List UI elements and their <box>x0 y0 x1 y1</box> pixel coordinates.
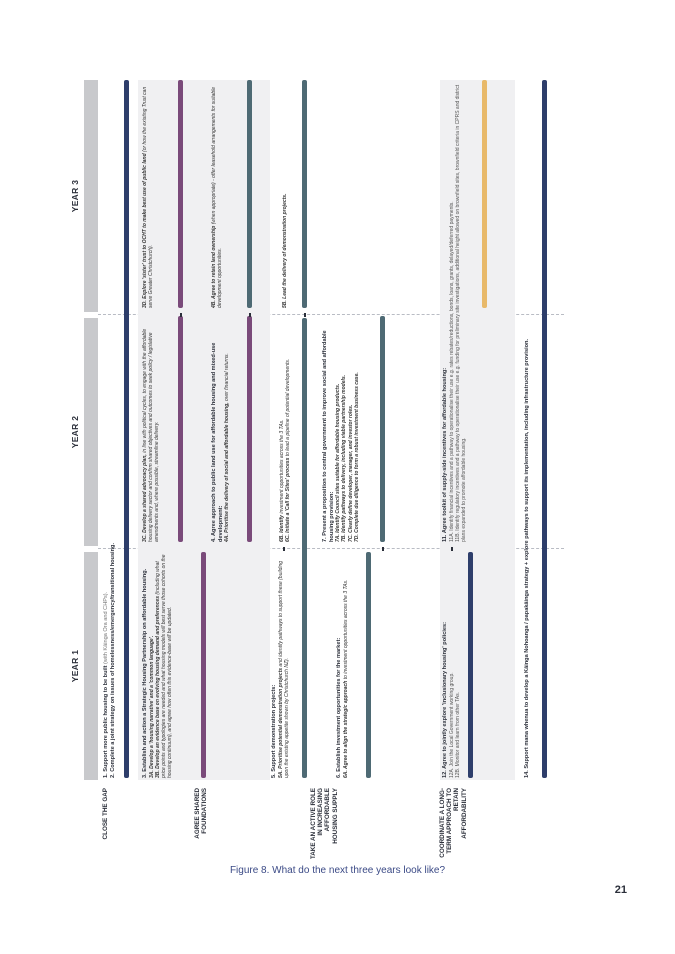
item-1-note: (with Kāinga Ora and CHPs). <box>103 591 109 666</box>
connector-tick <box>304 313 306 317</box>
year-3-header-bar <box>70 80 98 312</box>
connector-tick <box>451 547 453 551</box>
bar-4b <box>247 80 252 308</box>
cell-4b-bold: 4B. Agree to retain land ownership <box>211 225 217 308</box>
bar-14 <box>542 80 547 778</box>
bar-11 <box>482 80 487 308</box>
cell-4b <box>211 82 223 308</box>
year-2-header-bar <box>70 318 98 546</box>
cell-5b <box>282 82 288 308</box>
cell-3-title: 3. Establish and action a Strategic Housing Partnership on affordable housing. <box>142 568 148 778</box>
cell-12b: 12B. Monitor and learn from other TAs. <box>454 692 461 778</box>
cell-5a-rest: and identify pathways to support these (building upon the existing appetite shown by Christchurch NZ). <box>277 560 290 778</box>
bar-12 <box>468 552 473 778</box>
figure-caption: Figure 8. What do the next three years look like? <box>229 865 446 876</box>
cell-4-title: 4. Agree approach to public land use for affordable housing and mixed-use development: <box>211 342 224 542</box>
row-label-active-role: TAKE AN ACTIVE ROLE IN INCREASING AFFORDABLE HOUSING SUPPLY <box>310 788 339 860</box>
bar-5 <box>302 318 307 778</box>
connector-tick <box>283 547 285 551</box>
cell-6 <box>336 552 349 778</box>
cell-3d-bold: 3D. Explore 'sister' trust to OCHT to make best use of public land <box>142 153 148 308</box>
bar-3c <box>178 316 183 542</box>
cell-7a: 7A. Identify Council sites suitable for affordable housing products. <box>335 383 342 542</box>
cell-14-text: 14. Support mana whenua to develop a Kāinga Nohoanga / papakāinga strategy + explore pathways to support its implementation, including infrastructure provision. <box>524 338 530 778</box>
cell-6c-rest: to lead a pipeline of potential developments. <box>285 358 292 458</box>
bar-7 <box>380 316 385 542</box>
cell-5a-bold: 5A. Prioritise potential demonstration projects <box>277 667 284 778</box>
cell-6b <box>279 316 291 542</box>
cell-11a: 11A. Identify financial incentives and a pathway to operationalise their use e.g. rates rebates/reductions, bonds, loans, grants, delayed/deferred payments. <box>448 201 455 542</box>
cell-6c-bold: 6C. Initiate a 'Call for Sites' process <box>285 457 292 542</box>
year-3-header: YEAR 3 <box>70 179 80 213</box>
bar-6 <box>366 552 371 778</box>
cell-14 <box>524 88 531 778</box>
cell-7 <box>322 316 360 542</box>
cell-7b: 7B. Identify pathways to delivery, including viable partnership models. <box>341 374 348 542</box>
cell-12-title: 12. Agree to jointly explore 'inclusionary housing' policies: <box>442 621 448 778</box>
bar-3 <box>201 552 206 778</box>
cell-11b: 11B. Identify regulatory incentives and a pathway to operationalise their use e.g. funding for preliminary site investigations, additional height allowed on brownfield sites, brownfield criteria in CPRS and district plans expanded to promote affordable housing. <box>454 84 467 542</box>
cell-3a: 3A. Develop a 'housing narrative' and a 'common language'. <box>148 635 155 778</box>
connector-tick <box>180 313 182 317</box>
cell-7-title: 7. Present a proposition to central government to improve social and affordable housing provision: <box>322 330 335 542</box>
cell-3d <box>142 82 154 308</box>
roadmap-figure <box>70 80 564 860</box>
bar-4 <box>247 316 252 542</box>
cell-3c <box>142 316 161 542</box>
cell-6a-rest: to investment opportunities across the 3 TAs. <box>342 579 349 681</box>
item-1-title: 1. Support more public housing to be built <box>103 665 109 778</box>
cell-3 <box>142 552 173 778</box>
connector-tick <box>382 547 384 551</box>
bar-5b <box>302 80 307 308</box>
connector-tick <box>249 313 251 317</box>
cell-7c: 7C. Clearly define developer, manager, and investor roles. <box>347 404 354 542</box>
cell-5-title: 5. Support demonstration projects: <box>271 684 277 778</box>
page-number: 21 <box>614 884 627 896</box>
cell-6b-bold: 6B. Identify <box>279 515 285 542</box>
close-gap-text <box>103 258 116 778</box>
cell-3b-bold: 3B. Develop an evidence base on evolving housing demand and preferences <box>154 596 161 778</box>
cell-5 <box>271 552 290 778</box>
cell-7d: 7D. Complete due diligence to form a robust investment business case. <box>353 372 360 542</box>
cell-6b-rest: investment opportunities across the 3 TAs. <box>279 419 285 516</box>
row-label-foundations: AGREE SHARED FOUNDATIONS <box>194 788 209 839</box>
cell-11 <box>442 82 467 542</box>
cell-6-title: 6. Establish investment opportunities for the market: <box>336 637 342 778</box>
cell-4b-rest: (when appropriate) - offer leasehold arrangements for suitable development opportunities. <box>211 86 224 308</box>
close-gap-bar <box>124 80 129 778</box>
cell-3c-rest: in line with political cycles, to engage with the affordable housing delivery sector and confirm shared objectives and outcomes to seek policy / legislative amendments and, where possible, streamline delivery. <box>142 328 161 542</box>
year-1-header: YEAR 1 <box>70 649 80 683</box>
cell-12 <box>442 552 461 778</box>
cell-6a-bold: 6A. Agree to align the strategic approach <box>342 680 349 778</box>
row-label-long-term: COORDINATE A LONG-TERM APPROACH TO RETAIN AFFORDABILITY <box>439 788 468 858</box>
cell-3d-rest: (or how the existing Trust can serve Greater Christchurch). <box>142 86 155 308</box>
bar-3d <box>178 80 183 308</box>
cell-5b-text: 5B. Lead the delivery of demonstration projects. <box>282 193 288 308</box>
year-1-header-bar <box>70 552 98 780</box>
cell-11-title: 11. Agree toolkit of supply-side incentives for affordable housing: <box>442 367 448 542</box>
cell-3c-bold: 3C. Develop a shared advocacy plan, <box>142 454 148 542</box>
cell-4a-rest: over financial returns. <box>224 353 231 403</box>
year-2-header: YEAR 2 <box>70 415 80 449</box>
item-2-title: 2. Complete a joint strategy on issues of homelessness/emergency/transitional housing. <box>109 542 116 778</box>
cell-3b-rest: (including what price points and typologies are needed and what housing models will best serve those cohorts on the housing continuum), and agree how often this evidence-base will be updated. <box>154 554 174 778</box>
cell-4a-bold: 4A. Prioritise the delivery of social and affordable housing, <box>224 402 231 542</box>
cell-12a: 12A. Join the Local Government working group. <box>448 672 455 778</box>
row-label-close-gap: CLOSE THE GAP <box>102 788 109 840</box>
cell-4 <box>211 316 230 542</box>
